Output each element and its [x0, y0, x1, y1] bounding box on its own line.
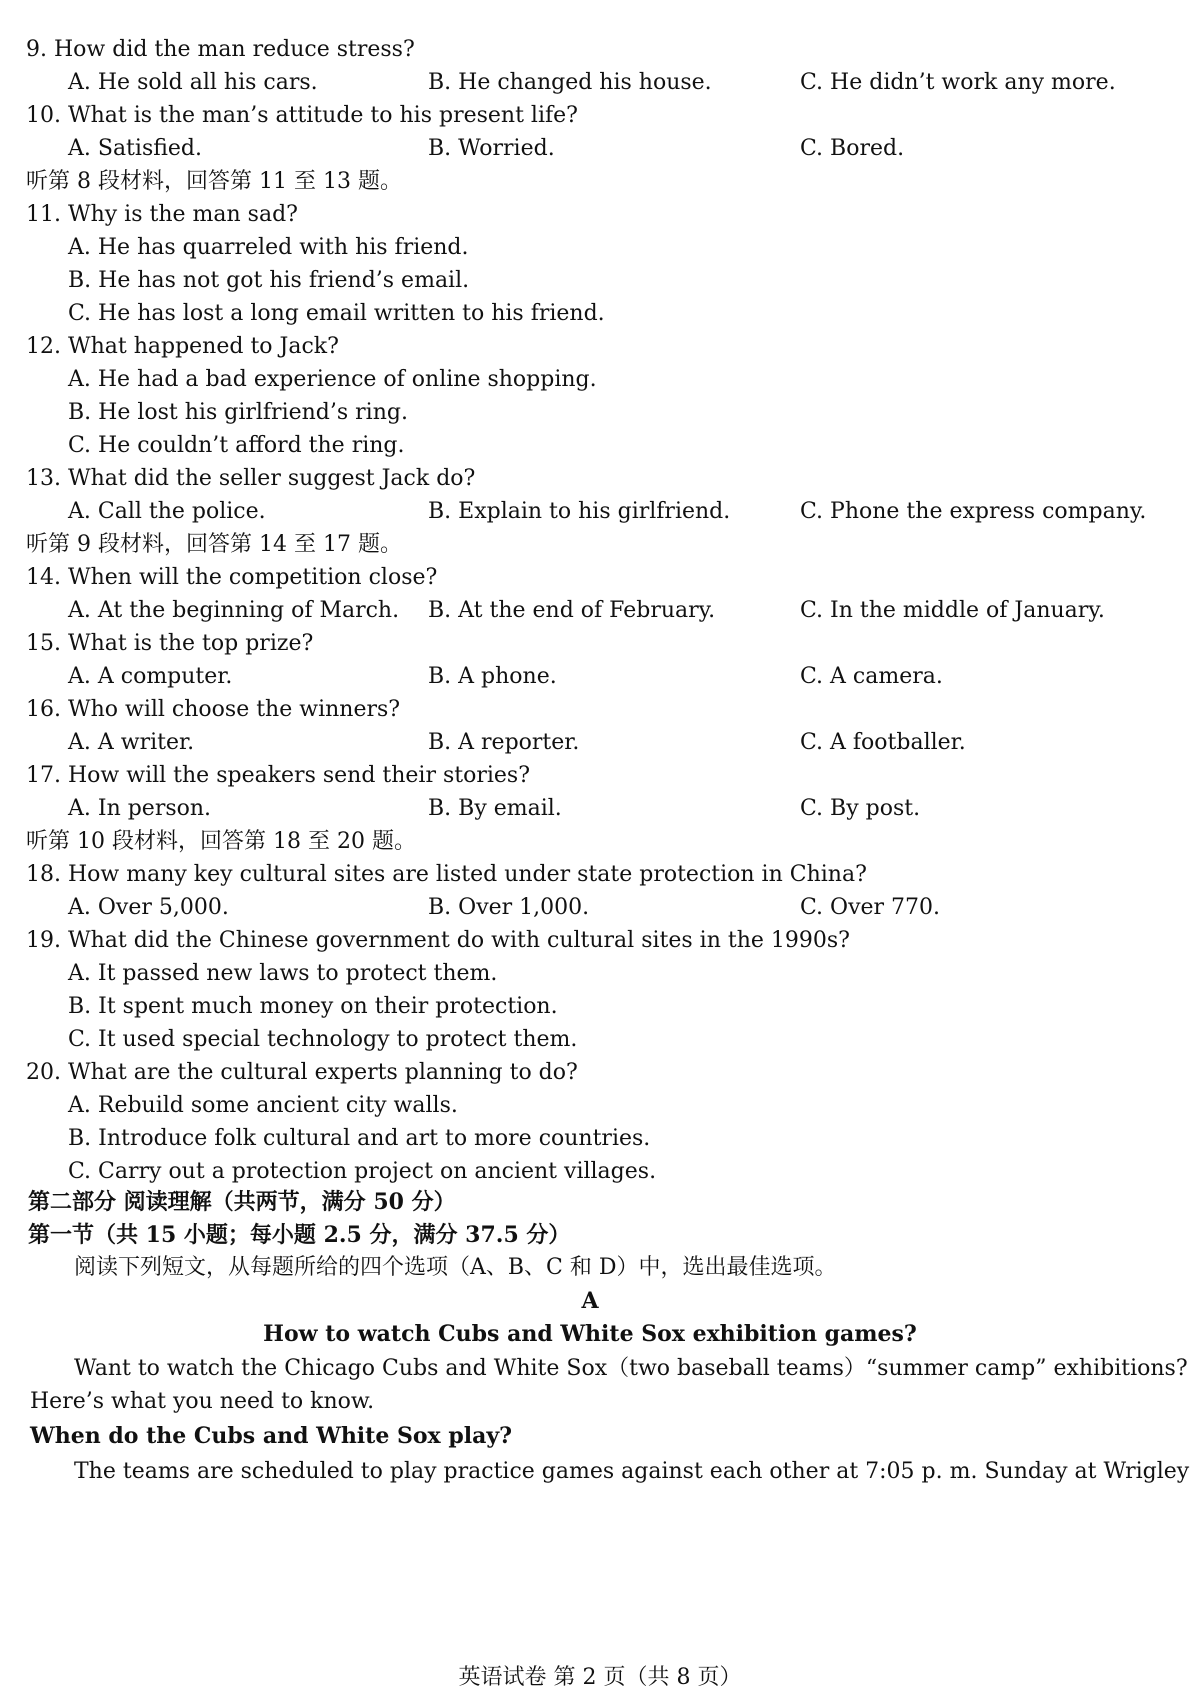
option-a: A. At the beginning of March. — [68, 598, 400, 623]
reading-instruction: 阅读下列短文，从每题所给的四个选项（A、B、C 和 D）中，选出最佳选项。 — [74, 1255, 837, 1280]
option: A. Rebuild some ancient city walls. — [68, 1093, 458, 1118]
option: A. He had a bad experience of online shopping. — [68, 367, 597, 392]
option: C. He has lost a long email written to his friend. — [68, 301, 605, 326]
option-b: B. A reporter. — [428, 730, 580, 755]
question: 11. Why is the man sad? — [26, 202, 298, 227]
passage-paragraph-1-line-1: Want to watch the Chicago Cubs and White Sox（two baseball teams）“summer camp” exhibitions? — [74, 1356, 1188, 1381]
section-heading: 听第 8 段材料，回答第 11 至 13 题。 — [26, 169, 402, 194]
option-c: C. Over 770. — [800, 895, 941, 920]
option-b: B. He changed his house. — [428, 70, 712, 95]
option-c: C. Phone the express company. — [800, 499, 1147, 524]
section-heading: 听第 10 段材料，回答第 18 至 20 题。 — [26, 829, 416, 854]
question: 16. Who will choose the winners? — [26, 697, 401, 722]
option: A. He has quarreled with his friend. — [68, 235, 469, 260]
option-a: A. A computer. — [68, 664, 233, 689]
option-b: B. At the end of February. — [428, 598, 716, 623]
option-b: B. A phone. — [428, 664, 557, 689]
option: C. Carry out a protection project on ancient villages. — [68, 1159, 657, 1184]
question: 10. What is the man’s attitude to his present life? — [26, 103, 578, 128]
option-a: A. He sold all his cars. — [68, 70, 318, 95]
section-one-title: 第一节（共 15 小题；每小题 2.5 分，满分 37.5 分） — [28, 1222, 571, 1248]
passage-paragraph-2-line-1: The teams are scheduled to play practice games against each other at 7:05 p. m. Sunday at Wrigley — [74, 1459, 1190, 1484]
question: 19. What did the Chinese government do with cultural sites in the 1990s? — [26, 928, 850, 953]
option-a: A. Over 5,000. — [68, 895, 229, 920]
question: 17. How will the speakers send their stories? — [26, 763, 531, 788]
option: C. It used special technology to protect them. — [68, 1027, 578, 1052]
option-c: C. A camera. — [800, 664, 943, 689]
passage-title: How to watch Cubs and White Sox exhibition games? — [263, 1321, 917, 1347]
option-c: C. In the middle of January. — [800, 598, 1105, 623]
part-two-title: 第二部分 阅读理解（共两节，满分 50 分） — [28, 1189, 456, 1215]
option: B. It spent much money on their protection. — [68, 994, 558, 1019]
option-c: C. Bored. — [800, 136, 905, 161]
question: 15. What is the top prize? — [26, 631, 314, 656]
option: B. Introduce folk cultural and art to more countries. — [68, 1126, 651, 1151]
option-c: C. He didn’t work any more. — [800, 70, 1116, 95]
question: 14. When will the competition close? — [26, 565, 438, 590]
question: 9. How did the man reduce stress? — [26, 37, 415, 62]
option-a: A. Call the police. — [68, 499, 266, 524]
option: B. He lost his girlfriend’s ring. — [68, 400, 408, 425]
passage-letter: A — [581, 1288, 599, 1314]
page-footer: 英语试卷 第 2 页（共 8 页） — [458, 1665, 742, 1690]
passage-paragraph-1-line-2: Here’s what you need to know. — [30, 1389, 375, 1414]
question: 18. How many key cultural sites are listed under state protection in China? — [26, 862, 867, 887]
option-b: B. By email. — [428, 796, 562, 821]
option-a: A. A writer. — [68, 730, 195, 755]
option-c: C. A footballer. — [800, 730, 966, 755]
option-c: C. By post. — [800, 796, 921, 821]
option-b: B. Over 1,000. — [428, 895, 590, 920]
option: B. He has not got his friend’s email. — [68, 268, 470, 293]
option: A. It passed new laws to protect them. — [68, 961, 498, 986]
question: 20. What are the cultural experts planning to do? — [26, 1060, 578, 1085]
option-a: A. In person. — [68, 796, 212, 821]
passage-subheading: When do the Cubs and White Sox play? — [30, 1423, 512, 1449]
option: C. He couldn’t afford the ring. — [68, 433, 405, 458]
option-b: B. Explain to his girlfriend. — [428, 499, 731, 524]
question: 13. What did the seller suggest Jack do? — [26, 466, 476, 491]
section-heading: 听第 9 段材料，回答第 14 至 17 题。 — [26, 532, 402, 557]
option-a: A. Satisfied. — [68, 136, 202, 161]
question: 12. What happened to Jack? — [26, 334, 339, 359]
option-b: B. Worried. — [428, 136, 555, 161]
